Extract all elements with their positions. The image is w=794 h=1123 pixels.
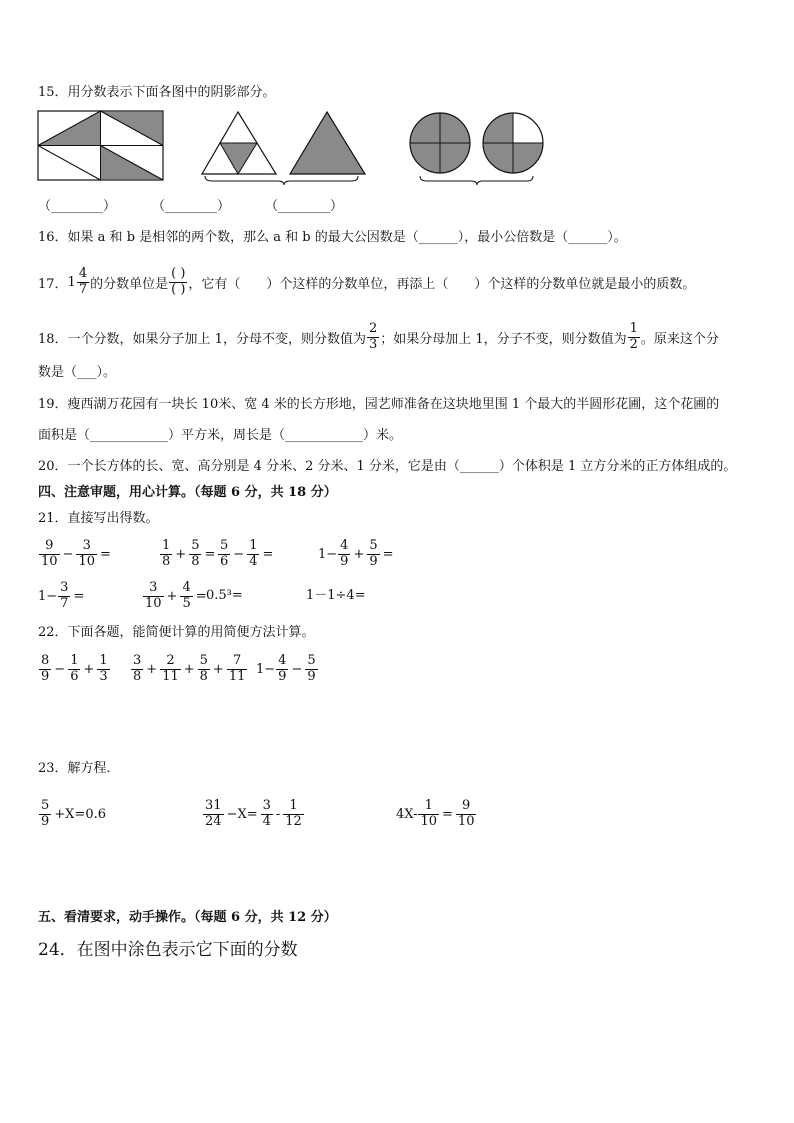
triangle-figures: [200, 110, 365, 186]
equals: =: [195, 588, 207, 604]
q22-expr-1: [38, 649, 111, 689]
equals: =: [204, 546, 216, 562]
fraction-numerator: 5: [220, 538, 229, 554]
q18-line-2: 数是（___）。: [38, 365, 117, 380]
fraction-numerator: 4: [340, 538, 349, 554]
fraction-numerator: 4: [78, 266, 88, 282]
prefix: 1−: [256, 661, 276, 677]
fraction-numerator: 1: [289, 798, 298, 814]
equation-middle: −X=: [226, 806, 258, 822]
q24-text: 24．在图中涂色表示它下面的分数: [38, 940, 298, 960]
answer-blank-1[interactable]: （________）: [38, 199, 117, 214]
operator: +: [146, 661, 158, 677]
fraction-numerator: 5: [41, 798, 50, 814]
section-5-title: 五、看清要求，动手操作。（每题 6 分，共 12 分）: [38, 910, 337, 925]
q15-text: 15．用分数表示下面各图中的阴影部分。: [38, 85, 276, 100]
fraction-denominator: 4: [262, 813, 271, 829]
operator: +: [212, 661, 224, 677]
fraction-numerator: 9: [462, 798, 471, 814]
fraction-denominator: 24: [205, 813, 222, 829]
fraction-numerator: 5: [369, 538, 378, 554]
q18-text-3: 。原来这个分: [640, 331, 719, 347]
q22-expr-2: [130, 649, 248, 689]
operator: +: [353, 546, 365, 562]
operator: −: [291, 661, 303, 677]
fraction-two-thirds: [367, 322, 379, 352]
q23-equation-1: [38, 794, 108, 834]
rectangle-figure: [38, 111, 164, 181]
fraction-denominator: 9: [307, 668, 316, 684]
prefix: 1−: [38, 588, 58, 604]
q19-line-2: 面积是（____________）平方米，周长是（____________）米。: [38, 428, 403, 443]
prefix: 4X-: [396, 806, 418, 822]
section-4-title: 四、注意审题，用心计算。（每题 6 分，共 18 分）: [38, 485, 337, 500]
fraction-numerator: 2: [368, 321, 378, 337]
q21-expr-6: [142, 576, 209, 616]
fraction-numerator: 31: [205, 798, 222, 814]
blank-fraction[interactable]: [169, 267, 187, 297]
mixed-fraction: [77, 267, 89, 297]
q17-text-1: 的分数单位是: [90, 276, 169, 292]
q21-expr-4: [318, 534, 396, 574]
q17-text-2: ，它有（ ）个这样的分数单位，再添上（ ）个这样的分数单位就是最小的质数。: [188, 276, 696, 292]
q21-expr-2: [159, 534, 217, 574]
equals: =: [442, 806, 453, 822]
q21-expr-1: [38, 534, 113, 574]
operator: −: [54, 661, 66, 677]
q23-equation-2: [202, 794, 305, 834]
prefix: 1−: [318, 546, 338, 562]
answer-blank-2[interactable]: （________）: [152, 199, 231, 214]
fraction-denominator: 8: [199, 668, 208, 684]
fraction-denominator: 10: [420, 813, 438, 829]
fraction-denominator: 11: [162, 668, 179, 684]
fraction-denominator: 6: [220, 553, 229, 569]
fraction-numerator: 8: [41, 653, 50, 669]
fraction-numerator: 3: [262, 798, 271, 814]
fraction-numerator: 1: [162, 538, 171, 554]
equals: =: [262, 546, 274, 562]
q17-line: [38, 262, 695, 302]
fraction-denominator: 3: [99, 668, 108, 684]
fraction-denominator: 2: [629, 336, 638, 352]
fraction-denominator: 8: [133, 668, 142, 684]
fraction-numerator: 3: [60, 580, 69, 596]
fraction-numerator: 1: [424, 798, 433, 814]
fraction-numerator: 5: [199, 653, 208, 669]
fraction-denominator: 9: [340, 553, 349, 569]
q21-expr-7: 0.5³=: [206, 588, 243, 603]
q21-title: 21．直接写出得数。: [38, 511, 159, 526]
fraction-denominator: 7: [60, 595, 69, 611]
operator: -: [275, 806, 281, 822]
fraction-numerator: 1: [629, 321, 638, 337]
fraction-numerator: 4: [278, 653, 287, 669]
fraction-numerator: 7: [232, 653, 242, 669]
q17-number: 17．: [38, 276, 68, 292]
fraction-denominator: 9: [278, 668, 287, 684]
q19-line-1: 19．瘦西湖万花园有一块长 10米、宽 4 米的长方形地，园艺师准备在这块地里围 1 个最大的半圆形花圃，这个花圃的: [38, 397, 720, 412]
equation-rest: +X=0.6: [54, 806, 106, 822]
fraction-numerator: 1: [70, 653, 79, 669]
q23-title: 23．解方程．: [38, 761, 120, 776]
equals: =: [100, 546, 111, 562]
fraction-numerator: 3: [149, 580, 158, 596]
fraction-denominator: 9: [41, 668, 50, 684]
equals: =: [73, 588, 85, 604]
fraction-numerator: 9: [45, 538, 54, 554]
q21-expr-3: [217, 534, 275, 574]
blank-numerator[interactable]: ( ): [171, 266, 186, 282]
fraction-denominator: 8: [191, 553, 200, 569]
operator: +: [175, 546, 187, 562]
fraction-numerator: 3: [133, 653, 142, 669]
q18-text-2: ；如果分母加上 1，分子不变，则分数值为: [380, 331, 627, 347]
fraction-denominator: 10: [457, 813, 475, 829]
operator: +: [166, 588, 178, 604]
fraction-denominator: 3: [368, 336, 378, 352]
q22-expr-3: [256, 649, 319, 689]
fraction-denominator: 10: [78, 553, 95, 569]
q20-text: 20．一个长方体的长、宽、高分别是 4 分米、2 分米、1 分米，它是由（______）个体积是 1 立方分米的正方体组成的。: [38, 459, 737, 474]
fraction-denominator: 11: [228, 668, 246, 684]
mixed-whole: 1: [67, 274, 76, 290]
fraction-denominator: 4: [249, 553, 258, 569]
fraction-denominator: 7: [78, 281, 88, 297]
operator: −: [233, 546, 245, 562]
fraction-numerator: 1: [99, 653, 108, 669]
fraction-denominator: 9: [369, 553, 378, 569]
q21-expr-8: 1－1÷4=: [306, 588, 366, 603]
fraction-denominator: 5: [182, 595, 191, 611]
circle-figures: [409, 110, 549, 186]
fraction-numerator: 2: [166, 653, 175, 669]
fraction-numerator: 4: [182, 580, 191, 596]
fraction-one-half: [628, 322, 640, 352]
fraction-denominator: 10: [145, 595, 162, 611]
q16-text: 16．如果 a 和 b 是相邻的两个数，那么 a 和 b 的最大公因数是（______），最小公倍数是（______）。: [38, 230, 627, 245]
q18-text-1: 18．一个分数，如果分子加上 1，分母不变，则分数值为: [38, 331, 366, 347]
fraction-denominator: 9: [41, 813, 50, 829]
fraction-numerator: 5: [191, 538, 200, 554]
equals: =: [382, 546, 394, 562]
operator: −: [62, 546, 74, 562]
q23-equation-3: [396, 794, 477, 834]
operator: +: [183, 661, 195, 677]
fraction-denominator: 12: [285, 813, 302, 829]
answer-blank-3[interactable]: （________）: [265, 199, 344, 214]
fraction-denominator: 10: [41, 553, 58, 569]
q22-title: 22．下面各题，能简便计算的用简便方法计算。: [38, 625, 315, 640]
blank-denominator[interactable]: ( ): [171, 281, 186, 297]
operator: +: [83, 661, 95, 677]
fraction-numerator: 3: [82, 538, 91, 554]
fraction-numerator: 1: [249, 538, 258, 554]
fraction-denominator: 6: [70, 668, 79, 684]
fraction-denominator: 8: [162, 553, 171, 569]
q18-line-1: [38, 317, 719, 357]
q21-expr-5: [38, 576, 86, 616]
fraction-numerator: 5: [307, 653, 316, 669]
